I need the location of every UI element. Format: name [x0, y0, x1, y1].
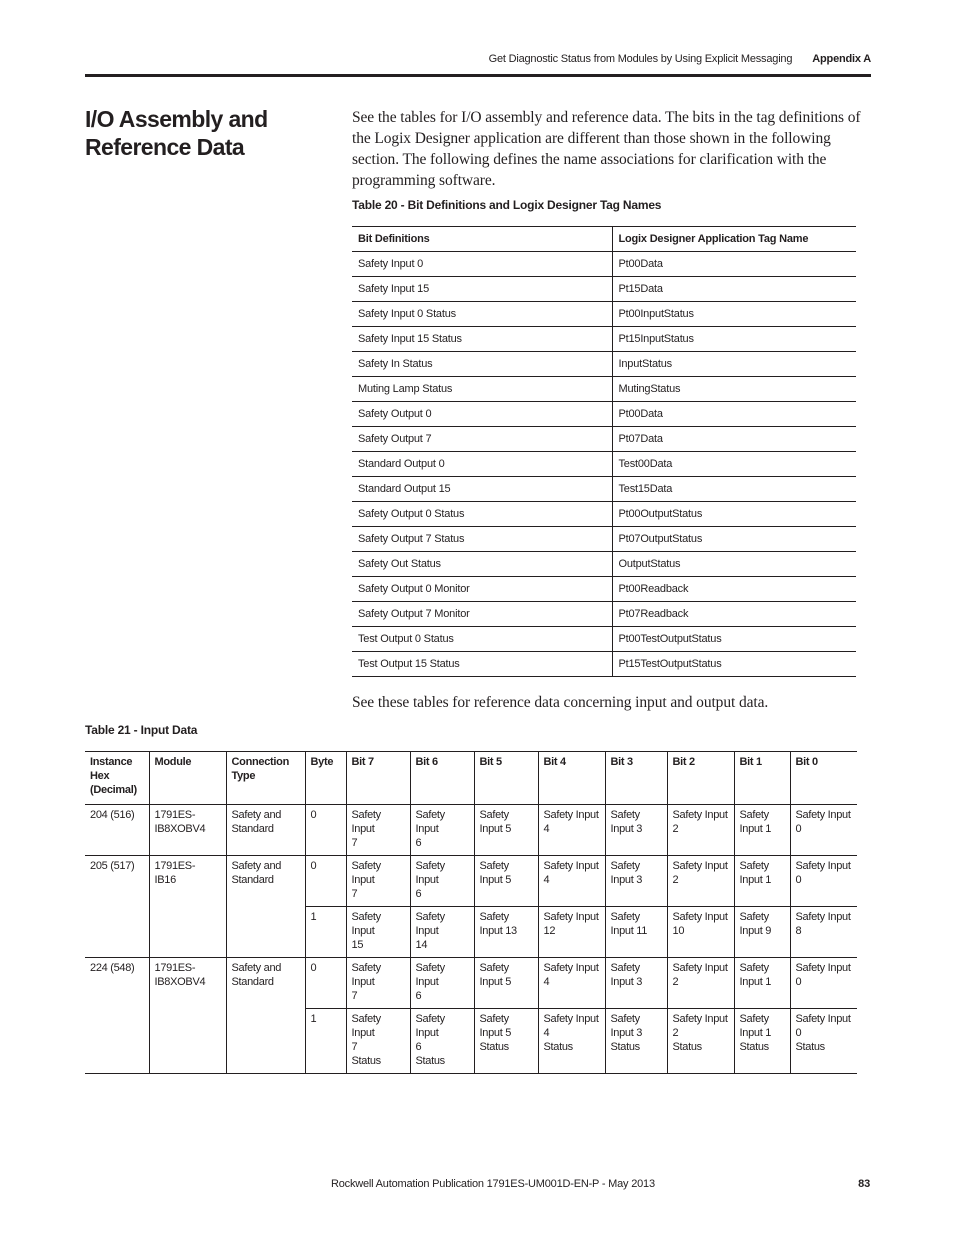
bit-cell: Safety Input 7 Status	[346, 1009, 410, 1074]
bit-cell: Safety Input 1	[734, 958, 790, 1009]
table-row	[352, 452, 856, 477]
appendix-label: Appendix A	[812, 53, 871, 65]
bit-cell: Safety Input 0	[790, 856, 857, 907]
table-row	[352, 402, 856, 427]
bit-cell: Safety Input 2 Status	[667, 1009, 734, 1074]
connection-type-cell: Safety and Standard	[226, 805, 305, 856]
bit-cell: Safety Input 12	[538, 907, 605, 958]
bit-cell: Safety Input 15	[346, 907, 410, 958]
bit-cell: Safety Input 4 Status	[538, 1009, 605, 1074]
column-header: Connection Type	[226, 752, 305, 805]
bit-cell: Safety Input 0	[790, 958, 857, 1009]
bit-cell: Safety Input 4	[538, 958, 605, 1009]
tag-name-cell: Pt07Data	[612, 427, 856, 452]
column-header: Instance Hex (Decimal)	[85, 752, 149, 805]
column-header-tag-name: Logix Designer Application Tag Name	[612, 227, 856, 252]
column-header: Bit 0	[790, 752, 857, 805]
table-row	[85, 856, 857, 907]
column-header: Module	[149, 752, 226, 805]
bit-definition-cell: Safety Output 0 Status	[352, 502, 612, 527]
table-row	[352, 252, 856, 277]
bit-cell: Safety Input 5 Status	[474, 1009, 538, 1074]
tag-name-cell: Test00Data	[612, 452, 856, 477]
tag-name-cell: Pt07OutputStatus	[612, 527, 856, 552]
reference-paragraph: See these tables for reference data concerning input and output data.	[352, 694, 769, 711]
bit-cell: Safety Input 9	[734, 907, 790, 958]
tag-name-cell: Pt00Readback	[612, 577, 856, 602]
bit-cell: Safety Input 5	[474, 958, 538, 1009]
column-header: Bit 1	[734, 752, 790, 805]
module-cell: 1791ES- IB8XOBV4	[149, 805, 226, 856]
column-header: Bit 7	[346, 752, 410, 805]
table-header-row	[352, 227, 856, 252]
intro-paragraph: See the tables for I/O assembly and reference data. The bits in the tag definitions of the Logix Designer application are different than those shown in the following section. The following defines the name associations for clarification with the programming software.	[352, 109, 861, 189]
bit-cell: Safety Input 0 Status	[790, 1009, 857, 1074]
table-row	[352, 477, 856, 502]
bit-cell: Safety Input 5	[474, 856, 538, 907]
bit-definition-cell: Safety Input 15	[352, 277, 612, 302]
bit-cell: Safety Input 10	[667, 907, 734, 958]
tag-name-cell: Pt00InputStatus	[612, 302, 856, 327]
table-row	[352, 627, 856, 652]
byte-cell: 1	[305, 1009, 346, 1074]
bit-definition-cell: Safety In Status	[352, 352, 612, 377]
bit-cell: Safety Input 2	[667, 805, 734, 856]
bit-cell: Safety Input 1	[734, 856, 790, 907]
column-header: Bit 5	[474, 752, 538, 805]
column-header: Bit 6	[410, 752, 474, 805]
connection-type-cell: Safety and Standard	[226, 958, 305, 1074]
module-cell: 1791ES- IB16	[149, 856, 226, 958]
bit-cell: Safety Input 1	[734, 805, 790, 856]
table-row	[352, 502, 856, 527]
column-header: Bit 3	[605, 752, 667, 805]
table-20-caption: Table 20 - Bit Definitions and Logix Designer Tag Names	[352, 198, 662, 212]
input-data-table	[85, 751, 857, 1074]
bit-definition-cell: Safety Output 7 Status	[352, 527, 612, 552]
byte-cell: 0	[305, 805, 346, 856]
table-row	[85, 805, 857, 856]
byte-cell: 0	[305, 958, 346, 1009]
bit-cell: Safety Input 6	[410, 856, 474, 907]
table-row	[352, 352, 856, 377]
bit-cell: Safety Input 5	[474, 805, 538, 856]
table-row	[85, 958, 857, 1009]
tag-name-cell: Pt00TestOutputStatus	[612, 627, 856, 652]
tag-name-cell: Pt00OutputStatus	[612, 502, 856, 527]
bit-cell: Safety Input 2	[667, 856, 734, 907]
bit-cell: Safety Input 3 Status	[605, 1009, 667, 1074]
tag-name-cell: OutputStatus	[612, 552, 856, 577]
bit-cell: Safety Input 7	[346, 805, 410, 856]
bit-definition-cell: Safety Input 0	[352, 252, 612, 277]
bit-definitions-table	[352, 226, 856, 677]
tag-name-cell: Pt15InputStatus	[612, 327, 856, 352]
table-row	[352, 652, 856, 677]
column-header-bit-definitions: Bit Definitions	[352, 227, 612, 252]
tag-name-cell: Pt00Data	[612, 402, 856, 427]
bit-definition-cell: Muting Lamp Status	[352, 377, 612, 402]
bit-cell: Safety Input 6	[410, 958, 474, 1009]
column-header: Byte	[305, 752, 346, 805]
bit-definition-cell: Safety Output 0	[352, 402, 612, 427]
table-row	[352, 552, 856, 577]
table-row	[352, 302, 856, 327]
table-row	[352, 602, 856, 627]
instance-cell: 224 (548)	[85, 958, 149, 1074]
tag-name-cell: Pt07Readback	[612, 602, 856, 627]
bit-definition-cell: Safety Output 7 Monitor	[352, 602, 612, 627]
bit-definition-cell: Safety Input 0 Status	[352, 302, 612, 327]
chapter-title: Get Diagnostic Status from Modules by Using Explicit Messaging	[488, 53, 793, 65]
table-header-row	[85, 752, 857, 805]
bit-cell: Safety Input 3	[605, 958, 667, 1009]
bit-cell: Safety Input 3	[605, 805, 667, 856]
bit-definition-cell: Safety Output 0 Monitor	[352, 577, 612, 602]
bit-cell: Safety Input 7	[346, 958, 410, 1009]
bit-cell: Safety Input 0	[790, 805, 857, 856]
bit-cell: Safety Input 11	[605, 907, 667, 958]
bit-cell: Safety Input 4	[538, 856, 605, 907]
tag-name-cell: Test15Data	[612, 477, 856, 502]
connection-type-cell: Safety and Standard	[226, 856, 305, 958]
bit-cell: Safety Input 2	[667, 958, 734, 1009]
table-row	[352, 577, 856, 602]
module-cell: 1791ES- IB8XOBV4	[149, 958, 226, 1074]
table-row	[352, 527, 856, 552]
section-title: I/O Assembly and Reference Data	[85, 106, 268, 160]
bit-definition-cell: Safety Out Status	[352, 552, 612, 577]
table-row	[352, 377, 856, 402]
tag-name-cell: Pt00Data	[612, 252, 856, 277]
instance-cell: 205 (517)	[85, 856, 149, 958]
bit-cell: Safety Input 14	[410, 907, 474, 958]
bit-definition-cell: Standard Output 15	[352, 477, 612, 502]
header-rule	[85, 74, 871, 77]
bit-cell: Safety Input 8	[790, 907, 857, 958]
bit-definition-cell: Standard Output 0	[352, 452, 612, 477]
publication-info: Rockwell Automation Publication 1791ES-UM001D-EN-P - May 2013	[331, 1178, 655, 1190]
byte-cell: 0	[305, 856, 346, 907]
page-number: 83	[858, 1178, 870, 1190]
tag-name-cell: InputStatus	[612, 352, 856, 377]
bit-definition-cell: Safety Output 7	[352, 427, 612, 452]
bit-definition-cell: Test Output 0 Status	[352, 627, 612, 652]
column-header: Bit 2	[667, 752, 734, 805]
byte-cell: 1	[305, 907, 346, 958]
tag-name-cell: Pt15Data	[612, 277, 856, 302]
table-row	[352, 277, 856, 302]
tag-name-cell: Pt15TestOutputStatus	[612, 652, 856, 677]
running-header	[489, 53, 871, 65]
column-header: Bit 4	[538, 752, 605, 805]
bit-cell: Safety Input 6	[410, 805, 474, 856]
bit-cell: Safety Input 4	[538, 805, 605, 856]
bit-cell: Safety Input 1 Status	[734, 1009, 790, 1074]
table-21-caption: Table 21 - Input Data	[85, 723, 198, 737]
bit-cell: Safety Input 3	[605, 856, 667, 907]
instance-cell: 204 (516)	[85, 805, 149, 856]
tag-name-cell: MutingStatus	[612, 377, 856, 402]
bit-cell: Safety Input 6 Status	[410, 1009, 474, 1074]
table-row	[352, 327, 856, 352]
bit-cell: Safety Input 7	[346, 856, 410, 907]
bit-definition-cell: Safety Input 15 Status	[352, 327, 612, 352]
bit-cell: Safety Input 13	[474, 907, 538, 958]
table-row	[352, 427, 856, 452]
bit-definition-cell: Test Output 15 Status	[352, 652, 612, 677]
